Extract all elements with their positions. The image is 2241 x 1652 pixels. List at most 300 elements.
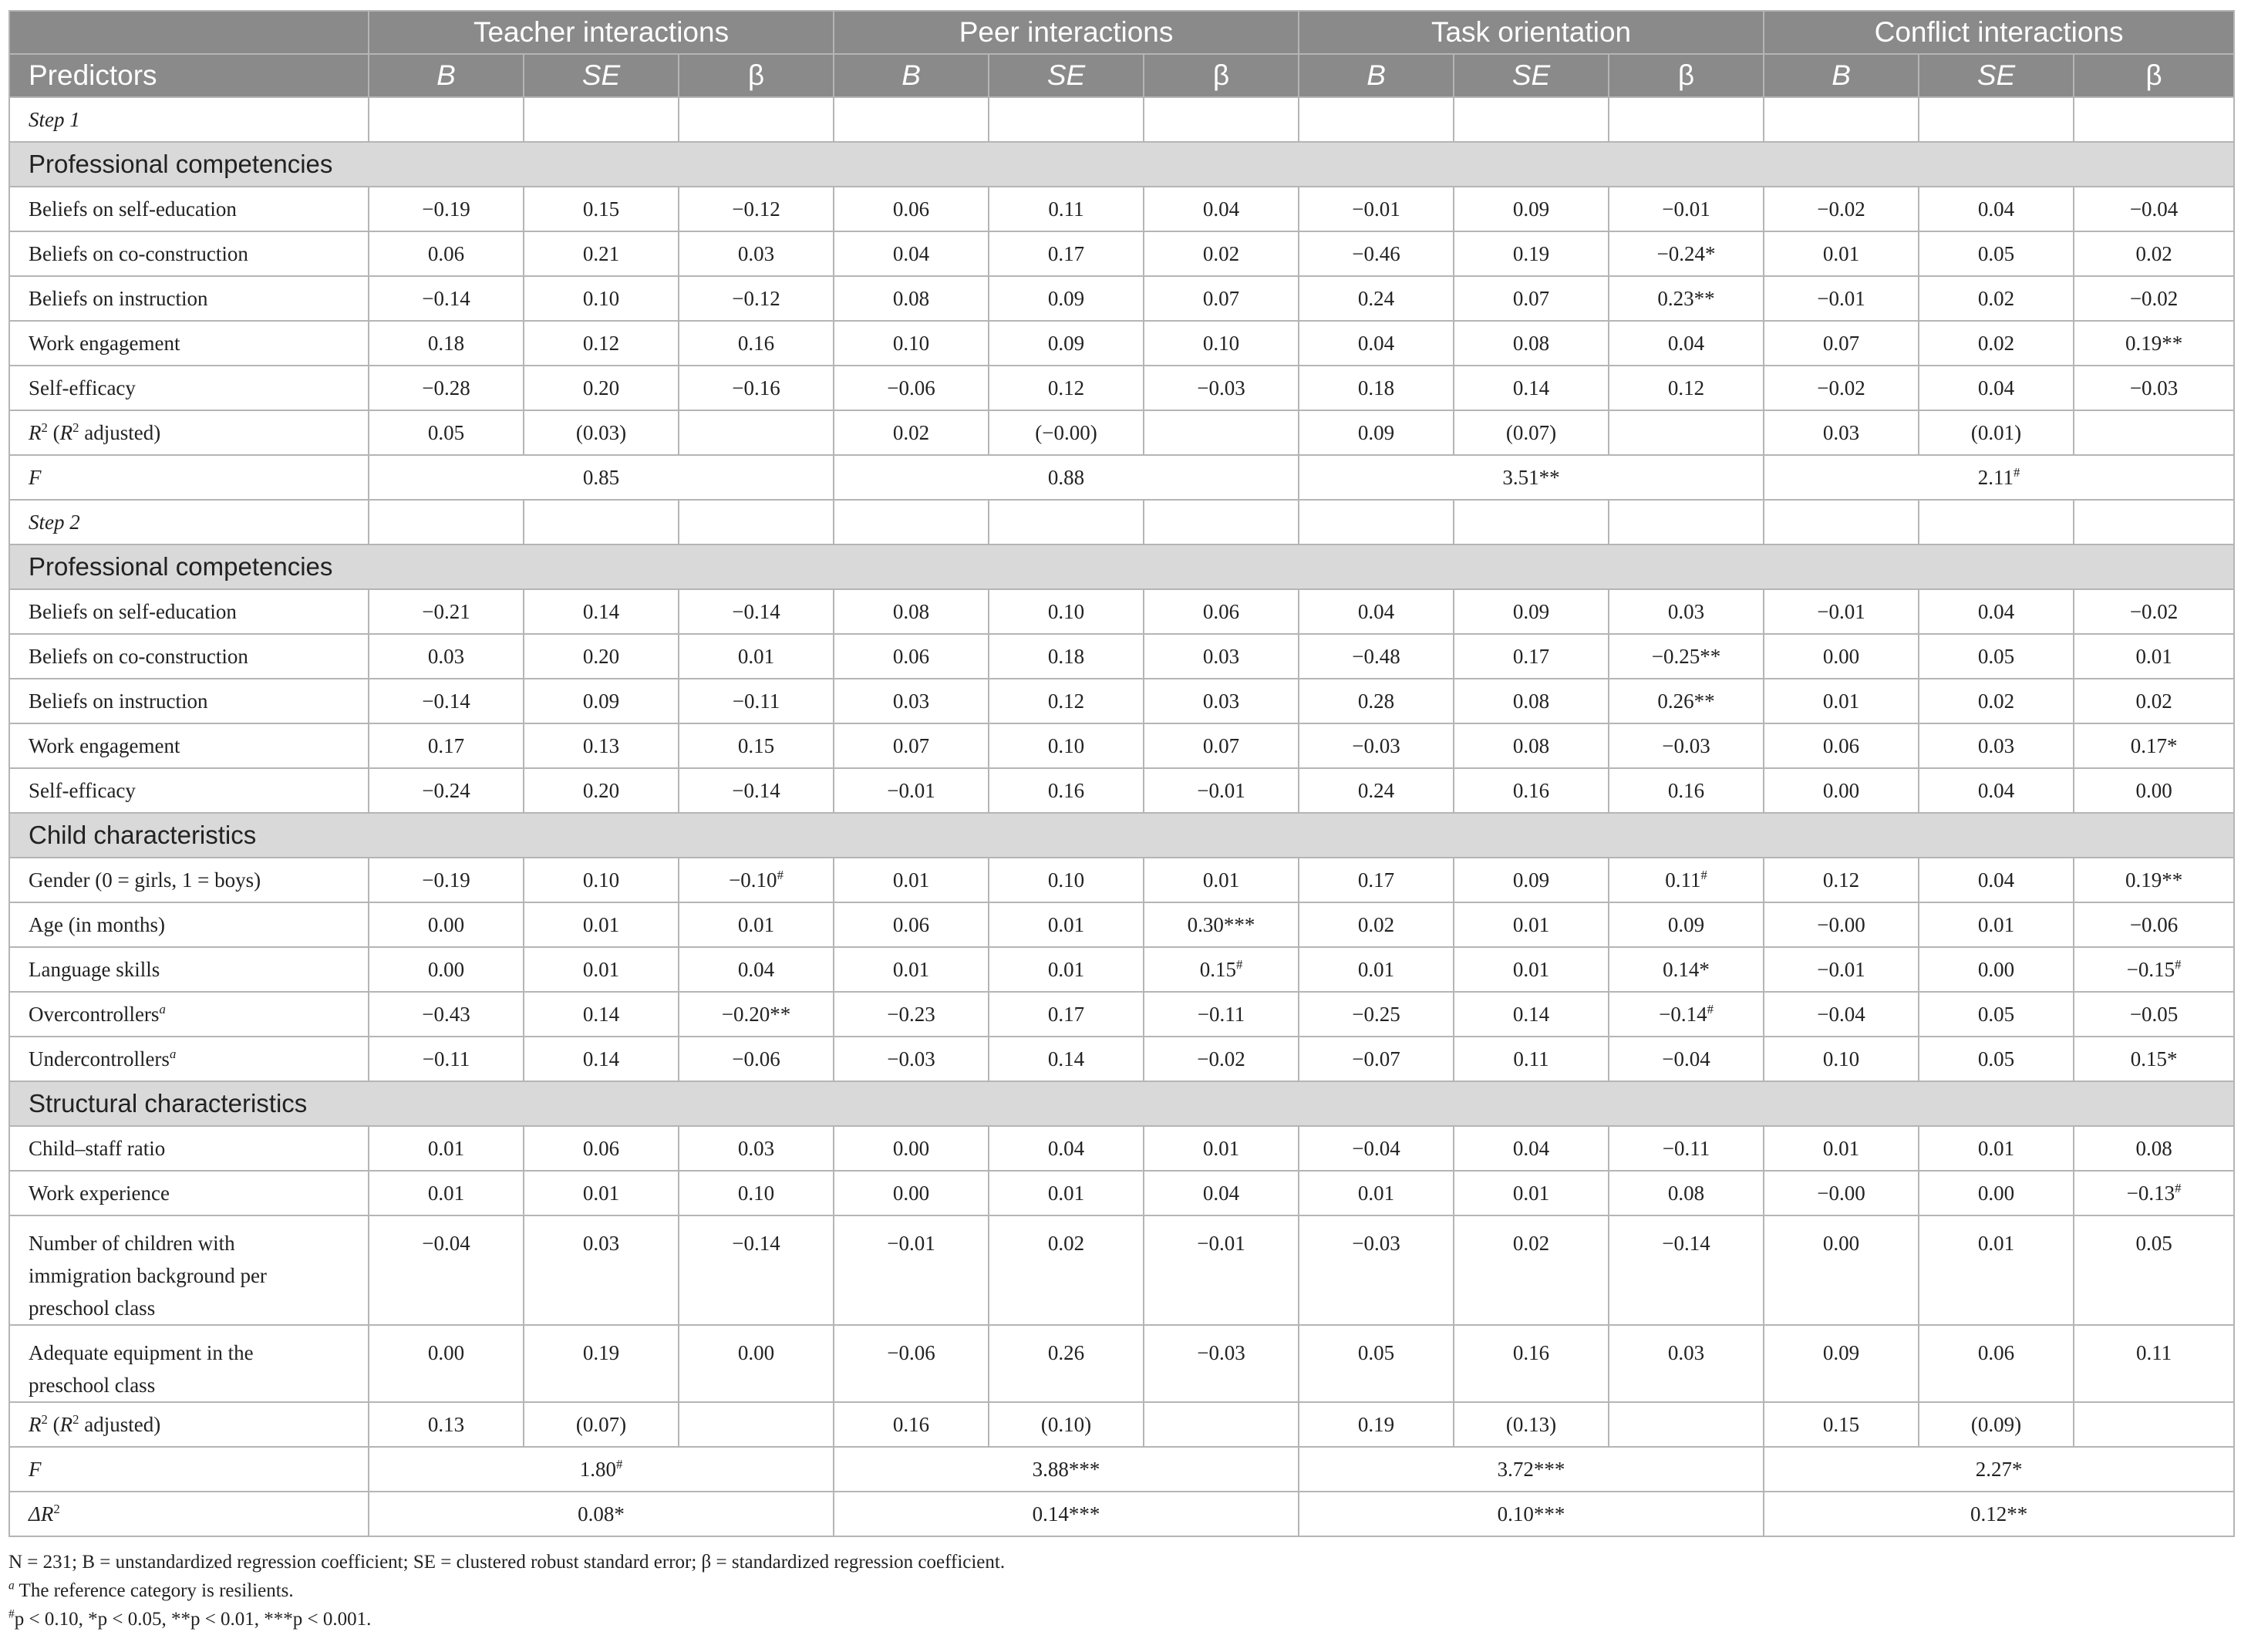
table-row [9, 321, 2234, 366]
value-cell: 0.06 [834, 187, 989, 231]
value-cell: 0.03 [679, 231, 834, 276]
value-cell: (0.03) [524, 410, 679, 455]
note-reference-category: $^a$ The reference category is resilients. [8, 1579, 294, 1601]
value-cell: 0.04 [1919, 187, 2074, 231]
stat-cell: 2.11# [1764, 455, 2234, 500]
value-cell: −0.03 [1299, 723, 1454, 768]
value-cell: 0.01 [524, 902, 679, 947]
value-cell: 0.00 [1764, 1215, 1919, 1325]
table-row [9, 97, 2234, 142]
value-cell: −0.00 [1764, 1171, 1919, 1215]
value-cell: 0.07 [1144, 723, 1299, 768]
table-row [9, 1325, 2234, 1402]
table-row [9, 500, 2234, 544]
row-label: Child–staff ratio [9, 1126, 369, 1171]
stat-cell: 3.51** [1299, 455, 1764, 500]
value-cell: 0.09 [1764, 1325, 1919, 1402]
row-label: F [9, 455, 369, 500]
stat-header-beta: β [2074, 54, 2234, 97]
regression-table-figure [8, 10, 2234, 1633]
row-label: Work engagement [9, 723, 369, 768]
value-cell: −0.01 [1609, 187, 1764, 231]
value-cell [1144, 1402, 1299, 1447]
table-row [9, 1126, 2234, 1171]
value-cell: 0.10 [1144, 321, 1299, 366]
stat-cell: 0.10*** [1299, 1492, 1764, 1536]
table-row [9, 276, 2234, 321]
value-cell: −0.24 [369, 768, 524, 813]
value-cell: −0.15# [2074, 947, 2234, 992]
value-cell: 0.04 [989, 1126, 1144, 1171]
value-cell: 0.16 [679, 321, 834, 366]
value-cell: −0.21 [369, 589, 524, 634]
value-cell [1609, 1402, 1764, 1447]
value-cell: 0.20 [524, 366, 679, 410]
value-cell: −0.02 [2074, 589, 2234, 634]
group-header-peer: Peer interactions [834, 11, 1299, 54]
value-cell: 0.00 [834, 1171, 989, 1215]
value-cell: 0.01 [2074, 634, 2234, 679]
table-row [9, 231, 2234, 276]
value-cell: 0.08 [834, 276, 989, 321]
value-cell: 0.30*** [1144, 902, 1299, 947]
value-cell: 0.19 [524, 1325, 679, 1402]
empty-cell [1299, 500, 1454, 544]
value-cell: 0.17 [989, 231, 1144, 276]
stat-cell: 3.72*** [1299, 1447, 1764, 1492]
value-cell: 0.00 [2074, 768, 2234, 813]
value-cell: 0.17 [1454, 634, 1609, 679]
value-cell: 0.01 [369, 1126, 524, 1171]
row-label: $R^2$ ($R^2$ adjusted) [9, 1402, 369, 1447]
value-cell: 0.08 [1454, 321, 1609, 366]
value-cell: −0.13# [2074, 1171, 2234, 1215]
value-cell: 0.20 [524, 634, 679, 679]
value-cell: 0.09 [524, 679, 679, 723]
row-label: Overcontrollers$^a$ [9, 992, 369, 1037]
value-cell: 0.08 [2074, 1126, 2234, 1171]
value-cell: 0.10 [1764, 1037, 1919, 1081]
value-cell: 0.01 [1299, 1171, 1454, 1215]
row-label: Undercontrollers$^a$ [9, 1037, 369, 1081]
value-cell: 0.04 [1454, 1126, 1609, 1171]
stat-header-beta: β [1144, 54, 1299, 97]
value-cell: 0.01 [1764, 679, 1919, 723]
note-abbreviations: N = 231; B = unstandardized regression coefficient; SE = clustered robust standard error; β = standardized regression coefficient. [8, 1552, 1006, 1573]
value-cell [1144, 410, 1299, 455]
empty-cell [1144, 500, 1299, 544]
value-cell: 0.09 [1454, 187, 1609, 231]
row-label: Age (in months) [9, 902, 369, 947]
value-cell: (0.13) [1454, 1402, 1609, 1447]
value-cell: 0.02 [1144, 231, 1299, 276]
value-cell: 0.02 [1919, 679, 2074, 723]
value-cell: −0.01 [1764, 947, 1919, 992]
section-row [9, 544, 2234, 589]
table-row [9, 1215, 2234, 1325]
value-cell: −0.14 [1609, 1215, 1764, 1325]
value-cell: −0.25 [1299, 992, 1454, 1037]
value-cell: 0.16 [834, 1402, 989, 1447]
stat-header-b: B [834, 54, 989, 97]
value-cell: 0.17 [1299, 858, 1454, 902]
value-cell: 0.07 [1454, 276, 1609, 321]
value-cell: 0.00 [369, 1325, 524, 1402]
value-cell: 0.04 [1144, 1171, 1299, 1215]
value-cell: 0.17* [2074, 723, 2234, 768]
value-cell: 0.19** [2074, 321, 2234, 366]
value-cell: 0.10 [989, 723, 1144, 768]
table-row [9, 723, 2234, 768]
group-header-teacher: Teacher interactions [369, 11, 834, 54]
group-header-task: Task orientation [1299, 11, 1764, 54]
empty-cell [834, 97, 989, 142]
value-cell: 0.00 [1919, 1171, 2074, 1215]
row-label: Beliefs on self-education [9, 589, 369, 634]
row-label: $R^2$ ($R^2$ adjusted) [9, 410, 369, 455]
value-cell: 0.04 [1299, 321, 1454, 366]
value-cell: 0.14 [1454, 992, 1609, 1037]
value-cell: 0.06 [524, 1126, 679, 1171]
value-cell: 0.19 [1454, 231, 1609, 276]
row-label: Beliefs on instruction [9, 679, 369, 723]
value-cell: (0.01) [1919, 410, 2074, 455]
value-cell: 0.21 [524, 231, 679, 276]
value-cell: −0.14 [679, 768, 834, 813]
table-row [9, 902, 2234, 947]
value-cell: −0.19 [369, 858, 524, 902]
empty-cell [834, 500, 989, 544]
value-cell: −0.03 [1144, 1325, 1299, 1402]
value-cell: (0.10) [989, 1402, 1144, 1447]
value-cell: 0.18 [369, 321, 524, 366]
value-cell: 0.09 [989, 276, 1144, 321]
value-cell: −0.01 [1764, 589, 1919, 634]
value-cell: −0.03 [1609, 723, 1764, 768]
value-cell [2074, 410, 2234, 455]
section-label: Professional competencies [9, 544, 2234, 589]
row-label: F [9, 1447, 369, 1492]
value-cell: 0.14 [989, 1037, 1144, 1081]
value-cell: (0.07) [1454, 410, 1609, 455]
value-cell [679, 1402, 834, 1447]
value-cell: 0.04 [1919, 858, 2074, 902]
value-cell: 0.11 [2074, 1325, 2234, 1402]
value-cell [2074, 1402, 2234, 1447]
value-cell: 0.02 [834, 410, 989, 455]
row-label: Number of children with immigration background per preschool class [9, 1215, 369, 1325]
value-cell: −0.01 [1764, 276, 1919, 321]
value-cell [679, 410, 834, 455]
row-label: Beliefs on self-education [9, 187, 369, 231]
value-cell: 0.05 [1919, 231, 2074, 276]
value-cell: −0.10# [679, 858, 834, 902]
stat-cell: 2.27* [1764, 1447, 2234, 1492]
value-cell: −0.03 [834, 1037, 989, 1081]
table-row [9, 1037, 2234, 1081]
value-cell: 0.05 [1919, 1037, 2074, 1081]
value-cell: 0.01 [1454, 1171, 1609, 1215]
value-cell: −0.16 [679, 366, 834, 410]
row-label: Beliefs on co-construction [9, 231, 369, 276]
value-cell: 0.05 [2074, 1215, 2234, 1325]
value-cell: 0.06 [1764, 723, 1919, 768]
value-cell: 0.15 [1764, 1402, 1919, 1447]
value-cell: −0.12 [679, 276, 834, 321]
table-row [9, 768, 2234, 813]
value-cell: 0.00 [1919, 947, 2074, 992]
value-cell: 0.00 [369, 947, 524, 992]
step-label: Step 2 [9, 500, 369, 544]
table-row [9, 410, 2234, 455]
table-row [9, 858, 2234, 902]
stat-header-b: B [369, 54, 524, 97]
stat-header-se: SE [989, 54, 1144, 97]
value-cell: 0.09 [1299, 410, 1454, 455]
value-cell: 0.10 [679, 1171, 834, 1215]
table-row [9, 1447, 2234, 1492]
empty-cell [1454, 500, 1609, 544]
table-body [9, 97, 2234, 1536]
value-cell: 0.11 [989, 187, 1144, 231]
value-cell: 0.28 [1299, 679, 1454, 723]
row-label: Self-efficacy [9, 366, 369, 410]
value-cell: 0.09 [1454, 589, 1609, 634]
value-cell: 0.01 [834, 947, 989, 992]
value-cell: −0.02 [1764, 187, 1919, 231]
value-cell: 0.09 [989, 321, 1144, 366]
value-cell: (0.07) [524, 1402, 679, 1447]
table-row [9, 634, 2234, 679]
value-cell: 0.03 [1919, 723, 2074, 768]
value-cell: 0.02 [1919, 321, 2074, 366]
value-cell: 0.14 [1454, 366, 1609, 410]
value-cell: 0.01 [1454, 902, 1609, 947]
value-cell: 0.20 [524, 768, 679, 813]
empty-cell [679, 500, 834, 544]
value-cell: 0.04 [1144, 187, 1299, 231]
empty-cell [1299, 97, 1454, 142]
section-row [9, 1081, 2234, 1126]
section-row [9, 813, 2234, 858]
value-cell: 0.01 [1764, 231, 1919, 276]
empty-cell [2074, 97, 2234, 142]
value-cell: −0.14# [1609, 992, 1764, 1037]
value-cell: 0.12 [1764, 858, 1919, 902]
table-row [9, 1492, 2234, 1536]
value-cell: 0.00 [369, 902, 524, 947]
row-label: Beliefs on co-construction [9, 634, 369, 679]
value-cell: −0.14 [679, 589, 834, 634]
value-cell: 0.12 [989, 366, 1144, 410]
value-cell: 0.04 [1299, 589, 1454, 634]
value-cell: 0.02 [1454, 1215, 1609, 1325]
value-cell: 0.02 [1299, 902, 1454, 947]
value-cell: 0.02 [989, 1215, 1144, 1325]
value-cell: 0.04 [1919, 589, 2074, 634]
value-cell: 0.01 [989, 947, 1144, 992]
value-cell: 0.10 [524, 276, 679, 321]
row-label: Language skills [9, 947, 369, 992]
value-cell: −0.01 [1299, 187, 1454, 231]
value-cell: 0.01 [1299, 947, 1454, 992]
value-cell: 0.12 [524, 321, 679, 366]
stat-header-beta: β [679, 54, 834, 97]
group-header-conflict: Conflict interactions [1764, 11, 2234, 54]
empty-cell [1919, 500, 2074, 544]
stat-cell: 3.88*** [834, 1447, 1299, 1492]
value-cell: 0.04 [1609, 321, 1764, 366]
value-cell: 0.01 [1144, 1126, 1299, 1171]
value-cell: 0.01 [524, 1171, 679, 1215]
value-cell: 0.11 [1454, 1037, 1609, 1081]
value-cell: 0.12 [989, 679, 1144, 723]
value-cell: 0.07 [1144, 276, 1299, 321]
row-label: Adequate equipment in the preschool class [9, 1325, 369, 1402]
empty-cell [369, 500, 524, 544]
value-cell: 0.05 [369, 410, 524, 455]
table-row [9, 366, 2234, 410]
value-cell: 0.05 [1919, 992, 2074, 1037]
stat-header-b: B [1764, 54, 1919, 97]
table-row [9, 947, 2234, 992]
step-label: Step 1 [9, 97, 369, 142]
value-cell: 0.04 [679, 947, 834, 992]
value-cell: 0.26** [1609, 679, 1764, 723]
value-cell: −0.11 [369, 1037, 524, 1081]
value-cell: 0.19** [2074, 858, 2234, 902]
value-cell: −0.01 [1144, 768, 1299, 813]
value-cell: −0.14 [369, 276, 524, 321]
value-cell: 0.24 [1299, 276, 1454, 321]
value-cell: 0.16 [1454, 768, 1609, 813]
row-label: Gender (0 = girls, 1 = boys) [9, 858, 369, 902]
value-cell: 0.03 [1144, 634, 1299, 679]
value-cell: 0.15 [679, 723, 834, 768]
value-cell: 0.03 [1609, 589, 1764, 634]
value-cell: −0.11 [679, 679, 834, 723]
empty-cell [1609, 500, 1764, 544]
value-cell: 0.01 [1764, 1126, 1919, 1171]
table-row [9, 679, 2234, 723]
stat-cell: 0.08* [369, 1492, 834, 1536]
value-cell: −0.06 [2074, 902, 2234, 947]
value-cell: 0.08 [1454, 723, 1609, 768]
value-cell: −0.07 [1299, 1037, 1454, 1081]
value-cell: 0.03 [524, 1215, 679, 1325]
value-cell: 0.06 [1144, 589, 1299, 634]
table-notes [8, 1548, 2234, 1633]
value-cell: 0.01 [1919, 1215, 2074, 1325]
stat-header-beta: β [1609, 54, 1764, 97]
row-label: Self-efficacy [9, 768, 369, 813]
value-cell: 0.01 [989, 902, 1144, 947]
value-cell: 0.07 [834, 723, 989, 768]
value-cell: 0.13 [524, 723, 679, 768]
value-cell: −0.04 [369, 1215, 524, 1325]
value-cell: −0.23 [834, 992, 989, 1037]
value-cell: (−0.00) [989, 410, 1144, 455]
value-cell: 0.02 [2074, 231, 2234, 276]
value-cell: 0.24 [1299, 768, 1454, 813]
value-cell: −0.01 [834, 1215, 989, 1325]
value-cell: 0.06 [834, 634, 989, 679]
value-cell: 0.04 [1919, 366, 2074, 410]
value-cell: 0.09 [1454, 858, 1609, 902]
value-cell: 0.10 [989, 858, 1144, 902]
empty-cell [369, 97, 524, 142]
value-cell: −0.46 [1299, 231, 1454, 276]
value-cell: −0.04 [1609, 1037, 1764, 1081]
value-cell: −0.24* [1609, 231, 1764, 276]
value-cell: 0.03 [1144, 679, 1299, 723]
empty-cell [989, 500, 1144, 544]
value-cell: −0.25** [1609, 634, 1764, 679]
value-cell: 0.01 [1454, 947, 1609, 992]
stat-header-se: SE [1454, 54, 1609, 97]
value-cell: 0.15* [2074, 1037, 2234, 1081]
value-cell: 0.12 [1609, 366, 1764, 410]
stat-cell: 0.12** [1764, 1492, 2234, 1536]
value-cell: 0.17 [369, 723, 524, 768]
value-cell: 0.01 [679, 902, 834, 947]
value-cell: 0.14* [1609, 947, 1764, 992]
value-cell: −0.00 [1764, 902, 1919, 947]
value-cell: 0.14 [524, 1037, 679, 1081]
value-cell: 0.01 [989, 1171, 1144, 1215]
empty-cell [1144, 97, 1299, 142]
value-cell: 0.06 [369, 231, 524, 276]
table-row [9, 992, 2234, 1037]
value-cell: 0.08 [834, 589, 989, 634]
value-cell: −0.28 [369, 366, 524, 410]
table-row [9, 589, 2234, 634]
value-cell: 0.17 [989, 992, 1144, 1037]
value-cell: 0.02 [2074, 679, 2234, 723]
value-cell: 0.18 [1299, 366, 1454, 410]
value-cell: 0.26 [989, 1325, 1144, 1402]
value-cell: 0.14 [524, 589, 679, 634]
value-cell: 0.01 [1919, 1126, 2074, 1171]
empty-cell [679, 97, 834, 142]
value-cell: 0.19 [1299, 1402, 1454, 1447]
empty-cell [1919, 97, 2074, 142]
value-cell: −0.11 [1609, 1126, 1764, 1171]
table-row [9, 187, 2234, 231]
value-cell: 0.03 [1609, 1325, 1764, 1402]
value-cell: 0.16 [989, 768, 1144, 813]
value-cell: 0.13 [369, 1402, 524, 1447]
stat-cell: 0.85 [369, 455, 834, 500]
stat-header-se: SE [524, 54, 679, 97]
value-cell: (0.09) [1919, 1402, 2074, 1447]
value-cell: 0.05 [1919, 634, 2074, 679]
empty-cell [524, 97, 679, 142]
value-cell: 0.04 [834, 231, 989, 276]
value-cell: −0.03 [1299, 1215, 1454, 1325]
value-cell: 0.01 [1144, 858, 1299, 902]
value-cell: 0.05 [1299, 1325, 1454, 1402]
value-cell: 0.06 [834, 902, 989, 947]
value-cell: 0.01 [1919, 902, 2074, 947]
value-cell: −0.06 [679, 1037, 834, 1081]
value-cell: −0.02 [1144, 1037, 1299, 1081]
value-cell: 0.02 [1919, 276, 2074, 321]
value-cell: −0.06 [834, 366, 989, 410]
empty-cell [1609, 97, 1764, 142]
value-cell: 0.04 [1919, 768, 2074, 813]
empty-cell [524, 500, 679, 544]
